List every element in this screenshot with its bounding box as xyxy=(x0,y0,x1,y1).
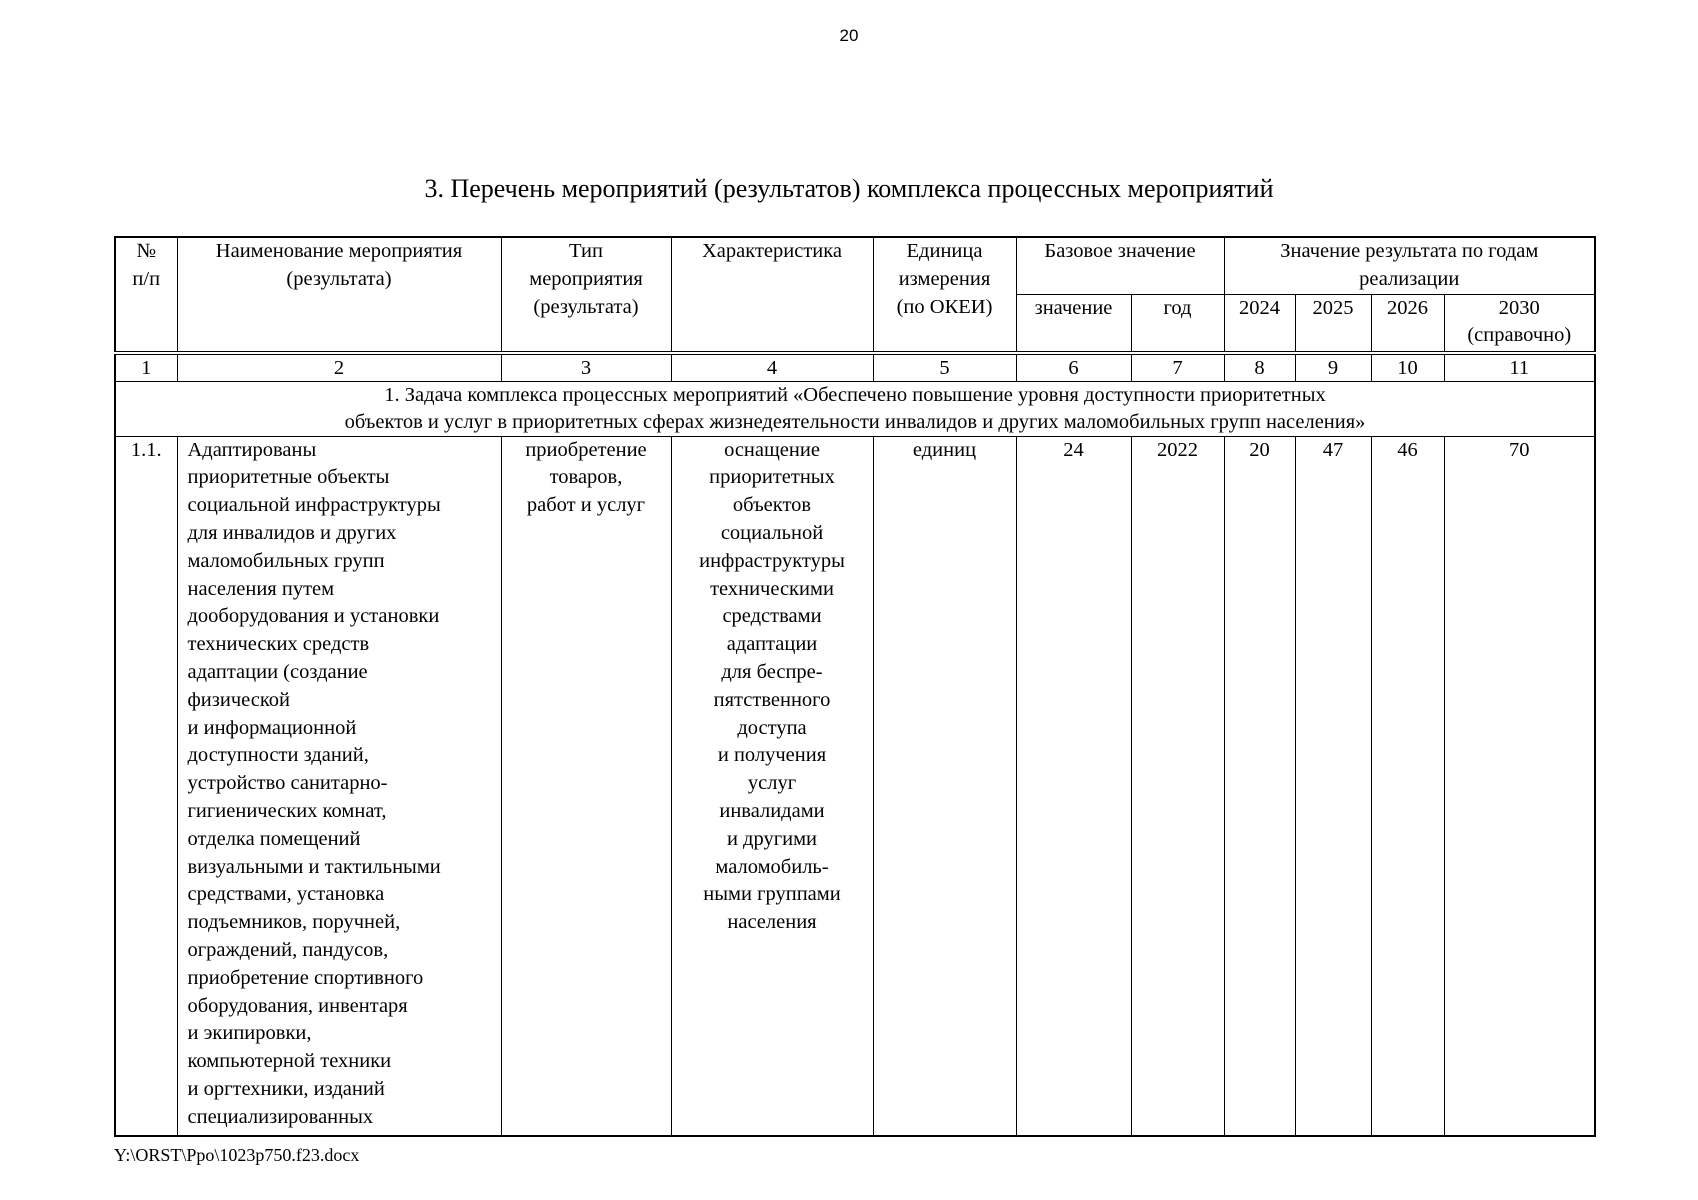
row-base-value: 24 xyxy=(1016,436,1131,1136)
row-unit: единиц xyxy=(873,436,1016,1136)
column-number: 2 xyxy=(177,353,501,382)
row-value-2024: 20 xyxy=(1224,436,1295,1136)
task-row xyxy=(115,381,1595,436)
header-2024: 2024 xyxy=(1224,294,1295,353)
file-path: Y:\ORST\Ppo\1023p750.f23.docx xyxy=(114,1145,360,1165)
table-row xyxy=(115,436,1595,1136)
header-base-year: год xyxy=(1131,294,1224,353)
header-name: Наименование мероприятия (результата) xyxy=(177,237,501,353)
row-characteristic: оснащение приоритетных объектов социальной инфраструктуры техническими средствами адаптации для беспре- пятственного доступа и получения услуг инвалидами и другими маломобиль- ными группами населения xyxy=(671,436,873,1136)
page-number: 20 xyxy=(839,26,859,45)
document-title: 3. Перечень мероприятий (результатов) комплекса процессных мероприятий xyxy=(424,174,1274,203)
task-heading: 1. Задача комплекса процессных мероприятий «Обеспечено повышение уровня доступности приоритетных объектов и услуг в приоритетных сферах жизнедеятельности инвалидов и других маломобильных групп населения» xyxy=(115,381,1595,436)
header-type: Тип мероприятия (результата) xyxy=(501,237,671,353)
column-number: 1 xyxy=(115,353,177,382)
header-result-group: Значение результата по годам реализации xyxy=(1224,237,1595,294)
column-number: 7 xyxy=(1131,353,1224,382)
column-number: 9 xyxy=(1295,353,1371,382)
row-value-2026: 46 xyxy=(1371,436,1444,1136)
column-number: 6 xyxy=(1016,353,1131,382)
header-characteristic: Характеристика xyxy=(671,237,873,353)
column-number: 8 xyxy=(1224,353,1295,382)
row-value-2025: 47 xyxy=(1295,436,1371,1136)
row-value-2030: 70 xyxy=(1444,436,1595,1136)
row-name: Адаптированы приоритетные объекты социальной инфраструктуры для инвалидов и других маломобильных групп населения путем дооборудования и установки технических средств адаптации (создание физической и информационной доступности зданий, устройство санитарно- гигиенических комнат, отделка помещений визуальными и тактильными средствами, установка подъемников, поручней, ограждений, пандусов, приобретение спортивного оборудования, инвентаря и экипировки, компьютерной техники и оргтехники, изданий специализированных xyxy=(177,436,501,1136)
row-num: 1.1. xyxy=(115,436,177,1136)
row-type: приобретение товаров, работ и услуг xyxy=(501,436,671,1136)
header-row-1 xyxy=(115,237,1595,294)
header-base-value: значение xyxy=(1016,294,1131,353)
header-num: № п/п xyxy=(115,237,177,353)
header-2030: 2030 (справочно) xyxy=(1444,294,1595,353)
column-number: 10 xyxy=(1371,353,1444,382)
column-numbers-row xyxy=(115,353,1595,382)
measures-table xyxy=(114,236,1596,1137)
header-2026: 2026 xyxy=(1371,294,1444,353)
header-2025: 2025 xyxy=(1295,294,1371,353)
column-number: 3 xyxy=(501,353,671,382)
column-number: 4 xyxy=(671,353,873,382)
column-number: 11 xyxy=(1444,353,1595,382)
header-unit: Единица измерения (по ОКЕИ) xyxy=(873,237,1016,353)
column-number: 5 xyxy=(873,353,1016,382)
row-base-year: 2022 xyxy=(1131,436,1224,1136)
header-base-group: Базовое значение xyxy=(1016,237,1224,294)
